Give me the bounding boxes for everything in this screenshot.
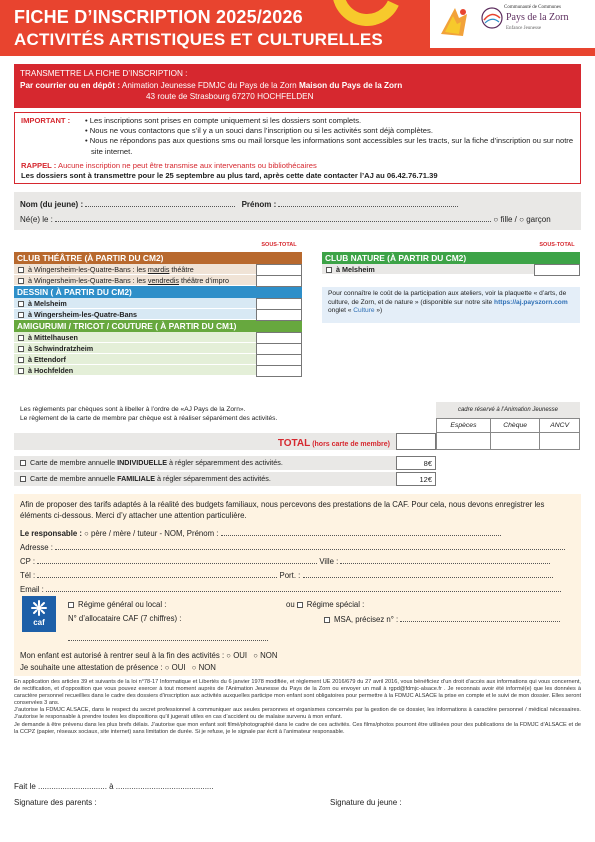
prenom-label: Prénom : bbox=[241, 200, 277, 209]
return-alone-row bbox=[20, 651, 277, 660]
amigurumi-row[interactable] bbox=[14, 354, 302, 365]
payment-method-table bbox=[436, 418, 580, 450]
tel-field[interactable] bbox=[37, 570, 277, 578]
total-row bbox=[14, 433, 396, 450]
reserved-header: cadre réservé à l’Animation Jeunesse bbox=[436, 402, 580, 418]
col-cheque: Chèque bbox=[490, 419, 539, 433]
checkbox[interactable] bbox=[18, 267, 24, 273]
email-field[interactable] bbox=[46, 584, 561, 592]
card-text: Carte de membre annuelle bbox=[30, 458, 118, 467]
caf-intro: Afin de proposer des tarifs adaptés à la réalité des budgets familiaux, nous percevons des prestations de la CAF. Pour cela, nous devons enregistrer les éléments ci-dessous. Merci d’y attacher une attention particulière. bbox=[20, 500, 545, 520]
checkbox[interactable] bbox=[326, 267, 332, 273]
transmit-address-line bbox=[20, 80, 575, 92]
checkbox[interactable] bbox=[20, 476, 26, 482]
payment-note-1: Les règlements par chèques sont à libeller à l’ordre de «AJ Pays de la Zorn». bbox=[20, 406, 246, 413]
return-non-radio[interactable]: ○ NON bbox=[253, 651, 278, 660]
info-end: ») bbox=[374, 307, 383, 314]
logo-sub-text: Enfance Jeunesse bbox=[506, 26, 542, 31]
transmit-place: Maison du Pays de la Zorn bbox=[298, 80, 403, 90]
col-ancv: ANCV bbox=[540, 419, 580, 433]
subtotal-label: SOUS-TOTAL bbox=[261, 242, 297, 248]
important-list bbox=[85, 116, 575, 157]
city-row bbox=[20, 556, 550, 566]
return-alone-label: Mon enfant est autorisé à rentrer seul à la fin des activités : bbox=[20, 651, 225, 660]
dessin-row[interactable] bbox=[14, 309, 302, 320]
row-text: à Mittelhausen bbox=[28, 333, 78, 342]
rappel-text: Aucune inscription ne peut être transmise aux intervenants ou bibliothécaires bbox=[56, 161, 317, 170]
guardian-label: Le responsable : bbox=[20, 529, 82, 538]
cp-field[interactable] bbox=[37, 556, 317, 564]
info-text: Pour connaître le coût de la participation aux ateliers, voir la plaquette « d’arts, de culture, de Zorn, et de nature » (disponible sur notre site bbox=[328, 290, 567, 306]
nature-title: CLUB NATURE (À PARTIR DU CM2) bbox=[322, 252, 580, 264]
guardian-section bbox=[14, 494, 581, 676]
signature-parents[interactable]: Signature des parents : bbox=[14, 798, 97, 807]
allocataire-label: N° d’allocataire CAF (7 chiffres) : bbox=[68, 614, 182, 623]
cp-label: CP : bbox=[20, 557, 36, 566]
important-bullet: • Nous ne répondons pas aux questions sms ou mail lorsque les informations sont accessibles sur les tracts, sur la fiche d’inscription ou sur notre site internet. bbox=[85, 136, 574, 156]
guardian-row bbox=[20, 528, 501, 538]
caf-logo-text: caf bbox=[33, 618, 45, 627]
card-family-price: 12€ bbox=[396, 472, 436, 486]
legal-paragraph: J’autorise la FDMJC ALSACE, dans le respect du secret professionnel à communiquer aux seules personnes et organismes concernés par la gestion de ce dossier, les informations à caractère personnel / médical nécessaires. J’autorise le responsable à prendre toutes les dispositions qu’il jugerait utiles en cas d’accident ou de malaise survenu à mon enfant. bbox=[14, 707, 581, 721]
total-label: TOTAL bbox=[277, 438, 311, 449]
transmit-street: 43 route de Strasbourg 67270 HOCHFELDEN bbox=[146, 92, 314, 101]
row-text: à Wingersheim-les-Quatre-Bans bbox=[28, 310, 137, 319]
info-box bbox=[322, 287, 580, 323]
card-note: à régler séparemment des activités. bbox=[155, 474, 271, 483]
transmit-org: Animation Jeunesse FDMJC du Pays de la Zorn bbox=[120, 80, 299, 90]
checkbox[interactable] bbox=[18, 368, 24, 374]
checkbox[interactable] bbox=[324, 617, 330, 623]
name-row bbox=[20, 199, 458, 209]
fdmjc-logo-icon bbox=[437, 4, 473, 40]
payszorn-emblem-icon bbox=[480, 6, 504, 30]
row-text: à Wingersheim-les-Quatre-Bans : les bbox=[28, 265, 148, 274]
oui-label: OUI bbox=[171, 663, 186, 672]
gender-garcon-radio[interactable]: ○ garçon bbox=[519, 215, 551, 224]
guardian-name-field[interactable] bbox=[221, 528, 501, 536]
regime-special-label: Régime spécial : bbox=[306, 600, 365, 609]
info-after: onglet « bbox=[328, 307, 354, 314]
nature-row[interactable] bbox=[322, 264, 580, 275]
port-field[interactable] bbox=[303, 570, 553, 578]
row-text: à Ettendorf bbox=[28, 355, 66, 364]
legal-paragraph: Je demande à être prévenu dans les plus brefs délais. J’autorise que mon enfant soit filmé/photographié dans le cadre de ces activités. Ces films/photos pourront être utilisées pour des publications de la FDMJC d’ALSACE et de la CCPZ (papier, réseaux sociaux, site internet) sans limitation de durée. Si je refuse, je le signale par écrit à l’animateur responsable. bbox=[14, 721, 581, 735]
msa-row[interactable] bbox=[324, 614, 560, 624]
guardian-options-text: père / mère / tuteur - NOM, Prénom : bbox=[88, 529, 219, 538]
ville-field[interactable] bbox=[340, 556, 550, 564]
row-text: à Melsheim bbox=[336, 265, 375, 274]
card-note: à régler séparemment des activités. bbox=[167, 458, 283, 467]
attestation-label: Je souhaite une attestation de présence : bbox=[20, 663, 163, 672]
rappel-label: RAPPEL : bbox=[21, 161, 57, 170]
checkbox[interactable] bbox=[18, 278, 24, 284]
nature-section bbox=[322, 252, 580, 275]
non-label: NON bbox=[198, 663, 216, 672]
email-label: Email : bbox=[20, 585, 44, 594]
regime-general-label: Régime général ou local : bbox=[78, 600, 167, 609]
card-type: INDIVIDUELLE bbox=[117, 458, 168, 467]
logo-main-text: Pays de la Zorn bbox=[506, 12, 569, 23]
important-label: IMPORTANT : bbox=[21, 116, 71, 125]
page-title: FICHE D’INSCRIPTION 2025/2026 bbox=[14, 7, 303, 27]
site-link[interactable]: https://aj.payszorn.com bbox=[494, 298, 568, 306]
row-text: à Melsheim bbox=[28, 299, 67, 308]
deadline-text: Les dossiers sont à transmettre pour le 25 septembre au plus tard, après cette date contacter l’AJ au 06.42.76.71.39 bbox=[21, 171, 438, 180]
logo-top-text: Communauté de Communes bbox=[504, 5, 561, 10]
cell-especes[interactable] bbox=[437, 433, 491, 450]
attestation-row bbox=[20, 663, 216, 672]
row-text: à Wingersheim-les-Quatre-Bans : les bbox=[28, 276, 148, 285]
msa-field[interactable] bbox=[400, 614, 560, 622]
fait-le-line[interactable]: Fait le ............................... à ............................................ bbox=[14, 782, 214, 791]
subtotal-input[interactable] bbox=[534, 264, 580, 276]
amigurumi-row[interactable] bbox=[14, 365, 302, 376]
birth-row bbox=[20, 214, 551, 224]
payszorn-logo bbox=[480, 4, 590, 44]
port-label: Port. : bbox=[279, 571, 301, 580]
subtotal-input[interactable] bbox=[256, 365, 302, 377]
culture-tab-link[interactable]: Culture bbox=[353, 307, 375, 314]
dessin-title: DESSIN ( À PARTIR DU CM2) bbox=[14, 286, 302, 298]
birthdate-field[interactable] bbox=[55, 214, 491, 222]
checkbox[interactable] bbox=[18, 312, 24, 318]
tel-label: Tél : bbox=[20, 571, 36, 580]
theatre-title: CLUB THÉÂTRE (À PARTIR DU CM2) bbox=[14, 252, 302, 264]
ville-label: Ville : bbox=[319, 557, 339, 566]
important-box bbox=[14, 112, 581, 184]
row-text: à Schwindratzheim bbox=[28, 344, 94, 353]
checkbox[interactable] bbox=[18, 357, 24, 363]
rappel-line bbox=[21, 161, 317, 171]
gender-fille-label: fille / bbox=[500, 215, 517, 224]
legal-text bbox=[14, 679, 581, 736]
address-field[interactable] bbox=[55, 542, 565, 550]
subtotal-label: SOUS-TOTAL bbox=[539, 242, 575, 248]
row-day: mardis bbox=[147, 265, 170, 274]
attestation-oui-radio[interactable]: ○ OUI bbox=[164, 663, 186, 672]
row-type: théâtre d’impro bbox=[179, 276, 229, 285]
signature-jeune[interactable]: Signature du jeune : bbox=[330, 798, 402, 807]
card-family-row[interactable] bbox=[14, 472, 396, 486]
regime-general-row[interactable] bbox=[68, 600, 166, 609]
theatre-row-vendredi[interactable] bbox=[14, 275, 302, 286]
subtotal-input[interactable] bbox=[256, 309, 302, 321]
transmit-box bbox=[14, 64, 581, 108]
card-type: FAMILIALE bbox=[117, 474, 156, 483]
row-day: vendredis bbox=[147, 276, 180, 285]
dessin-row[interactable] bbox=[14, 298, 302, 309]
transmit-mode: Par courrier ou en dépôt : bbox=[20, 80, 121, 90]
important-bullet: • Nous ne vous contactons que s’il y a un souci dans l’inscription ou si les activités sont déjà complètes. bbox=[85, 126, 433, 136]
checkbox[interactable] bbox=[18, 301, 24, 307]
return-oui-radio[interactable]: ○ OUI bbox=[226, 651, 248, 660]
guardian-options[interactable]: ○ père / mère / tuteur - NOM, Prénom : bbox=[84, 529, 219, 538]
amigurumi-row[interactable] bbox=[14, 332, 302, 343]
oui-label: OUI bbox=[233, 651, 248, 660]
checkbox[interactable] bbox=[68, 602, 74, 608]
allocataire-field[interactable] bbox=[68, 628, 268, 646]
gender-garcon-label: garçon bbox=[526, 215, 551, 224]
phone-row bbox=[20, 570, 553, 580]
msa-label: MSA, précisez n° : bbox=[334, 615, 399, 624]
theatre-section bbox=[14, 252, 302, 376]
cell-cheque[interactable] bbox=[490, 433, 539, 450]
non-label: NON bbox=[260, 651, 278, 660]
amigurumi-row[interactable] bbox=[14, 343, 302, 354]
identity-block bbox=[14, 192, 581, 230]
payment-notes bbox=[20, 406, 420, 423]
total-sub: (hors carte de membre) bbox=[310, 441, 390, 448]
gender-fille-radio[interactable]: ○ fille / bbox=[493, 215, 517, 224]
card-individual-row[interactable] bbox=[14, 456, 396, 470]
row-type: théâtre bbox=[169, 265, 194, 274]
theatre-row-mardi[interactable] bbox=[14, 264, 302, 275]
subtotal-input[interactable] bbox=[256, 275, 302, 287]
card-individual-price: 8€ bbox=[396, 456, 436, 470]
checkbox[interactable] bbox=[18, 335, 24, 341]
nom-field[interactable] bbox=[85, 199, 235, 207]
birthdate-label: Né(e) le : bbox=[20, 215, 53, 224]
address-row bbox=[20, 542, 565, 552]
checkbox[interactable] bbox=[297, 602, 303, 608]
email-row bbox=[20, 584, 561, 594]
col-especes: Espèces bbox=[437, 419, 491, 433]
caf-logo bbox=[22, 596, 56, 632]
ou-label: ou bbox=[286, 600, 295, 609]
card-text: Carte de membre annuelle bbox=[30, 474, 118, 483]
total-input[interactable] bbox=[396, 433, 436, 450]
checkbox[interactable] bbox=[18, 346, 24, 352]
prenom-field[interactable] bbox=[278, 199, 458, 207]
row-text: à Hochfelden bbox=[28, 366, 74, 375]
attestation-non-radio[interactable]: ○ NON bbox=[191, 663, 216, 672]
checkbox[interactable] bbox=[20, 460, 26, 466]
legal-paragraph: En application des articles 39 et suivants de la loi n°78-17 Informatique et Libertés du 6 janvier 1978 modifiée, et règlement UE 2016/679 du 27 avril 2016, vous bénéficiez d’un droit d’accès aux informations qui vous concernent, de rectification, et d’opposition que vous pouvez exercer à tout moment auprès de l’Animation Jeunesse du Pays de la Zorn ou envoyer un mail à rgpd@fdmjc-alsace.fr . Je reconnais avoir été informé(e) que les données à caractère personnel recueillies dans le cadre des dossiers d’inscription aux activités auxquelles participe mon enfant sont obligatoires pour permettre à la FDMJC ALSACE la prise en compte et le suivi de mon dossier. Elles seront conservées 3 ans. bbox=[14, 679, 581, 707]
cell-ancv[interactable] bbox=[540, 433, 580, 450]
amigurumi-title: AMIGURUMI / TRICOT / COUTURE ( À PARTIR DU CM1) bbox=[14, 320, 302, 332]
address-label: Adresse : bbox=[20, 543, 53, 552]
important-bullet: • Les inscriptions sont prises en compte uniquement si les dossiers sont complets. bbox=[85, 116, 362, 125]
nom-label: Nom (du jeune) : bbox=[20, 200, 84, 209]
regime-special-row[interactable] bbox=[286, 600, 364, 609]
page-subtitle: ACTIVITÉS ARTISTIQUES ET CULTURELLES bbox=[14, 30, 383, 49]
payment-note-2: Le règlement de la carte de membre par chèque est à réaliser séparément des activités. bbox=[20, 414, 278, 422]
transmit-heading: TRANSMETTRE LA FICHE D’INSCRIPTION : bbox=[20, 69, 188, 78]
